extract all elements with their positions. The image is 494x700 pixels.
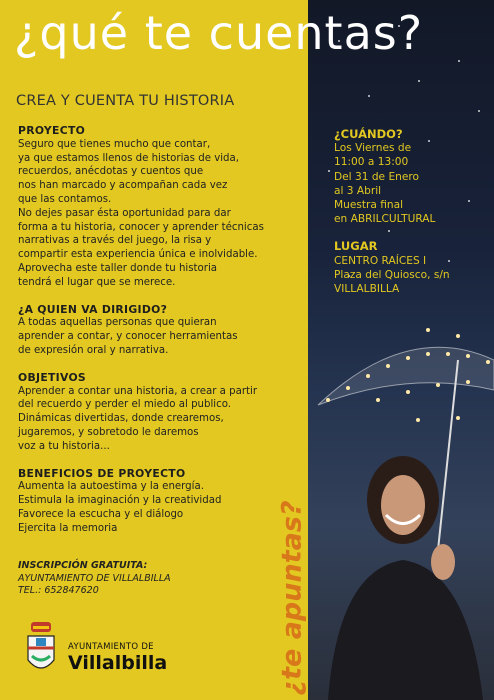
when-line: al 3 Abril [334,184,382,197]
inscription-org: AYUNTAMIENTO DE VILLALBILLA [18,572,171,584]
section-line: No dejes pasar ésta oportunidad para dar [18,207,231,219]
section-a-quien [18,303,303,358]
section-line: recuerdos, anécdotas y cuentos que [18,166,204,178]
poster-title: ¿qué te cuentas? [14,6,424,60]
section-line: que las contamos. [18,193,112,205]
section-line: Favorece la escucha y el diálogo [18,508,184,520]
section-proyecto [18,124,303,290]
inscription-phone: TEL.: 652847620 [18,585,99,596]
section-line: Estimula la imaginación y la creatividad [18,495,222,507]
section-heading: ¿A QUIEN VA DIRIGIDO? [18,302,168,316]
when-line: Muestra final [334,199,404,212]
section-line: Ejercita la memoria [18,522,118,534]
town-hall-logo [16,618,286,688]
poster-subtitle: CREA Y CUENTA TU HISTORIA [16,93,235,109]
section-line: voz a tu historia... [18,440,110,452]
section-heading: PROYECTO [18,124,86,137]
inscription-block [18,560,171,598]
section-heading: OBJETIVOS [18,370,87,384]
section-line: jugaremos, y sobretodo le daremos [18,426,199,438]
section-line: compartir esta experiencia única e inolvidable. [18,249,258,261]
main-column [18,124,303,549]
section-line: del recuerdo y perder el miedo al publico. [18,399,232,411]
info-column [334,127,450,296]
slogan-text: ¿te apuntas? [276,500,308,696]
section-line: A todas aquellas personas que quieran [18,317,217,329]
section-line: tendrá el lugar que se merece. [18,276,176,288]
section-line: forma a tu historia, conocer y aprender técnicas [18,221,264,233]
woman-with-umbrella-illustration [308,300,494,700]
section-line: Seguro que tienes mucho que contar, [18,138,211,150]
section-line: de expresión oral y narrativa. [18,344,169,356]
when-line: 11:00 a 13:00 [334,156,409,169]
logo-name: Villalbilla [68,652,168,674]
where-line: CENTRO RAÍCES I [334,254,427,267]
section-objetivos [18,371,303,454]
where-heading: LUGAR [334,239,378,254]
section-line: ya que estamos llenos de historias de vida, [18,152,240,164]
section-line: Dinámicas divertidas, donde crearemos, [18,413,224,425]
section-beneficios [18,467,303,536]
section-line: narrativas a través del juego, la risa y [18,235,212,247]
when-heading: ¿CUÁNDO? [334,127,403,141]
inscription-label: INSCRIPCIÓN GRATUITA: [18,560,148,571]
when-line: Del 31 de Enero [334,170,419,183]
where-line: VILLALBILLA [334,283,400,296]
coat-of-arms-icon [24,620,58,678]
section-line: Aumenta la autoestima y la energía. [18,481,204,493]
section-line: Aprovecha este taller donde tu historia [18,262,218,274]
where-line: Plaza del Quiosco, s/n [334,268,450,281]
section-line: aprender a contar, y conocer herramientas [18,331,238,343]
when-line: en ABRILCULTURAL [334,213,436,226]
logo-caption: AYUNTAMIENTO DE [68,642,154,652]
section-line: Aprender a contar una historia, a crear a partir [18,385,258,397]
section-line: nos han marcado y acompañan cada vez [18,180,228,192]
when-line: Los Viernes de [334,142,412,155]
section-heading: BENEFICIOS DE PROYECTO [18,466,186,480]
